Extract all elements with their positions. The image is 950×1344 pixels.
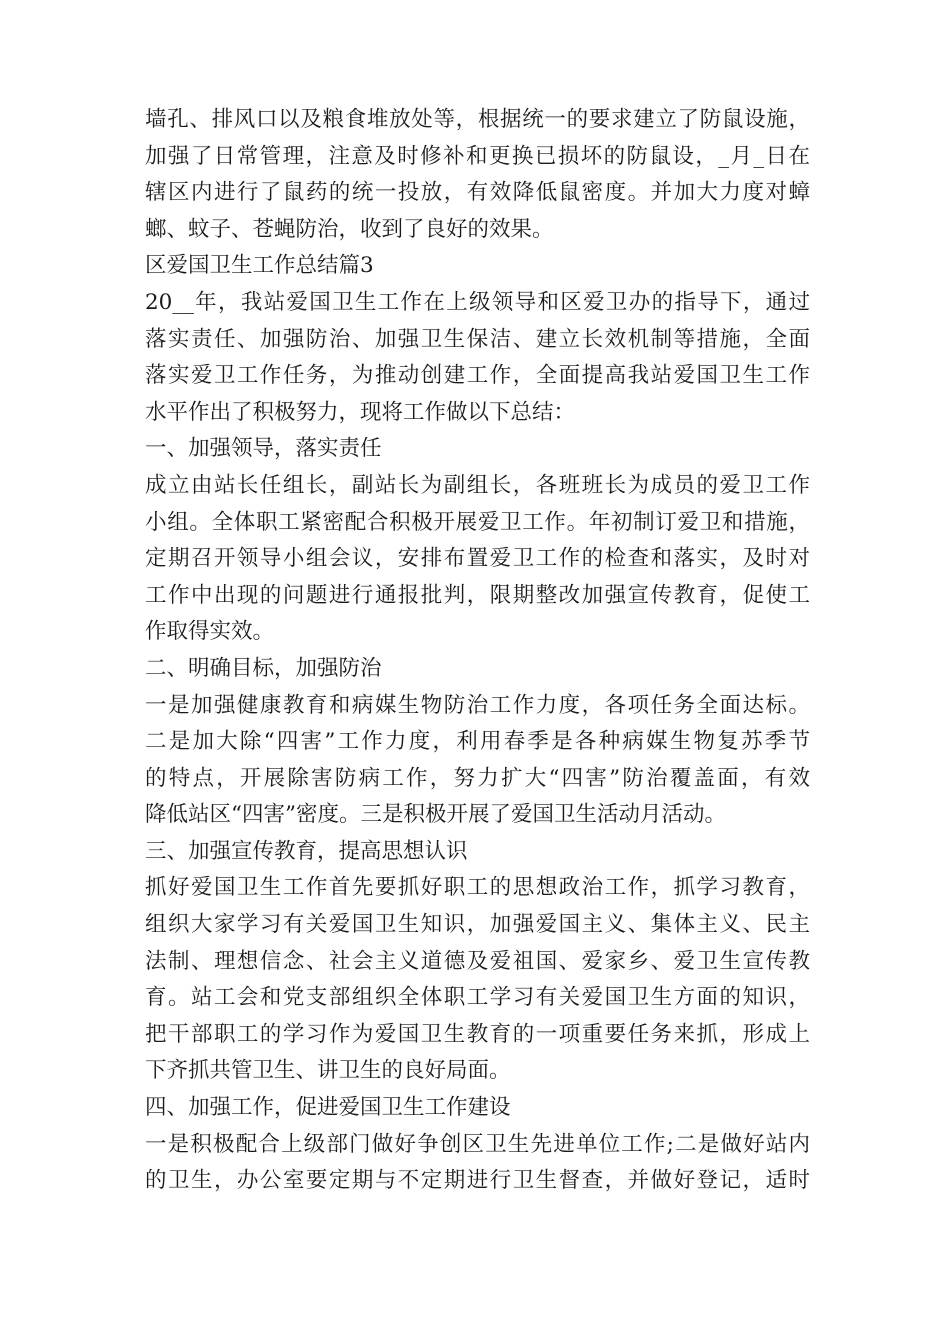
text-line: 降低站区“四害”密度。三是积极开展了爱国卫生活动月活动。: [145, 802, 726, 828]
text-line: 的特点，开展除害防病工作，努力扩大“四害”防治覆盖面，有效: [145, 765, 810, 791]
text-line: 墙孔、排风口以及粮食堆放处等，根据统一的要求建立了防鼠设施，: [145, 107, 810, 132]
text-line: 育。站工会和党支部组织全体职工学习有关爱国卫生方面的知识，: [145, 985, 810, 1011]
text-line: 20__年，我站爱国卫生工作在上级领导和区爱卫办的指导下，通过: [145, 289, 810, 315]
text-line: 水平作出了积极努力，现将工作做以下总结：: [145, 399, 576, 425]
text-line: 二是加大除“四害”工作力度，利用春季是各种病媒生物复苏季节: [145, 729, 810, 755]
text-line: 一是积极配合上级部门做好争创区卫生先进单位工作;二是做好站内: [145, 1131, 810, 1157]
section-heading: 二、明确目标，加强防治: [145, 655, 382, 681]
text-line: 落实责任、加强防治、加强卫生保洁、建立长效机制等措施，全面: [145, 326, 810, 352]
document-body: [145, 102, 810, 1200]
text-line: 法制、理想信念、社会主义道德及爱祖国、爱家乡、爱卫生宣传教: [145, 948, 810, 974]
text-line: 加强了日常管理，注意及时修补和更换已损坏的防鼠设，_月_日在: [145, 143, 810, 169]
text-line: 落实爱卫工作任务，为推动创建工作，全面提高我站爱国卫生工作: [145, 363, 810, 389]
text-line: 抓好爱国卫生工作首先要抓好职工的思想政治工作，抓学习教育，: [145, 875, 810, 901]
text-line: 把干部职工的学习作为爱国卫生教育的一项重要任务来抓，形成上: [145, 1021, 810, 1047]
text-line: 成立由站长任组长，副站长为副组长，各班班长为成员的爱卫工作: [145, 472, 810, 498]
text-line: 的卫生，办公室要定期与不定期进行卫生督查，并做好登记，适时: [145, 1168, 810, 1194]
text-line: 辖区内进行了鼠药的统一投放，有效降低鼠密度。并加大力度对蟑: [145, 180, 810, 206]
section-heading: 一、加强领导，落实责任: [145, 436, 382, 462]
section-heading: 区爱国卫生工作总结篇3: [145, 253, 374, 279]
text-line: 螂、蚊子、苍蝇防治，收到了良好的效果。: [145, 216, 554, 242]
text-line: 工作中出现的问题进行通报批判，限期整改加强宣传教育，促使工: [145, 582, 810, 608]
section-heading: 三、加强宣传教育，提高思想认识: [145, 838, 468, 864]
text-line: 作取得实效。: [145, 619, 275, 645]
text-line: 一是加强健康教育和病媒生物防治工作力度，各项任务全面达标。: [145, 692, 810, 718]
section-heading: 四、加强工作，促进爱国卫生工作建设: [145, 1095, 511, 1121]
text-line: 组织大家学习有关爱国卫生知识，加强爱国主义、集体主义、民主: [145, 912, 810, 938]
text-line: 定期召开领导小组会议，安排布置爱卫工作的检查和落实，及时对: [145, 546, 810, 572]
text-line: 下齐抓共管卫生、讲卫生的良好局面。: [145, 1058, 511, 1084]
text-line: 小组。全体职工紧密配合积极开展爱卫工作。年初制订爱卫和措施，: [145, 509, 810, 535]
